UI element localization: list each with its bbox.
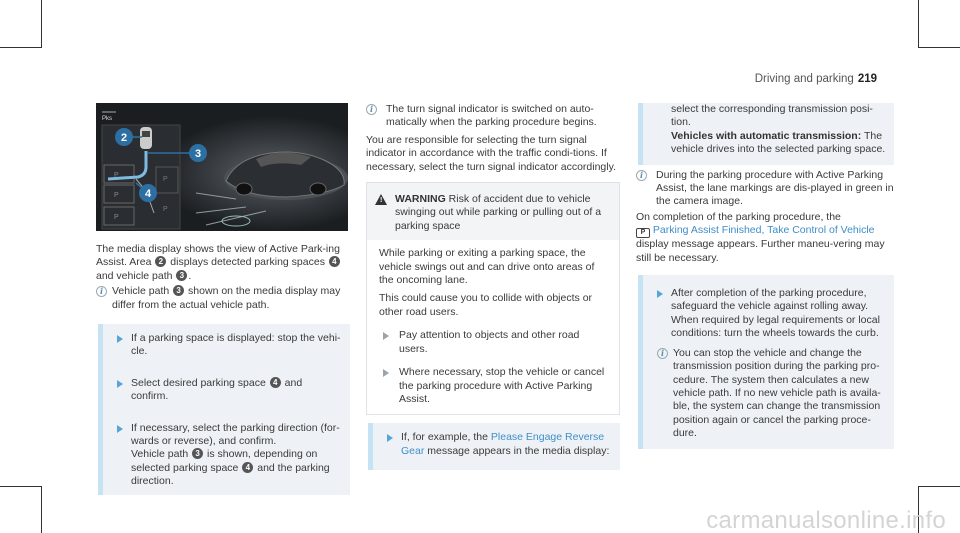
slot-letter: P [114,172,119,179]
play-arrow-icon [657,290,663,298]
intro-paragraph: The media display shows the view of Active Park-ing Assist. Area 2 displays detected parking spaces 4 and vehicle path 3 . [96,243,340,282]
warning-step: Where necessary, stop the vehicle or cancel the parking procedure with Active Parking Assist. [379,366,609,406]
step-item: Select desired parking space 4 and confirm. [98,365,350,410]
slot-letter: P [114,214,119,221]
callout-number: 2 [120,132,128,144]
warning-step: Pay attention to objects and other road users. [379,329,609,356]
page-header [755,73,877,86]
play-arrow-icon [383,332,389,340]
slot-letter: P [114,192,119,199]
callout-number: 3 [194,148,202,160]
crop-mark [918,486,960,487]
crop-mark [0,486,42,487]
warning-header: ! WARNING Risk of accident due to vehicle swinging out while parking or pulling out of a parking space [367,183,619,240]
callout-badge: 4 [270,377,281,388]
parking-assist-figure [96,103,348,231]
step-continuation: select the corresponding transmission posi-tion. Vehicles with automatic transmission: The vehicle drives into the selected parking space. [638,103,894,165]
crop-mark [41,0,42,48]
callout-badge: 2 [155,256,166,267]
callout-badge: 4 [242,462,253,473]
info-icon: i [366,104,377,115]
section-title: Driving and parking [754,73,854,85]
body-paragraph: On completion of the parking procedure, the P Parking Assist Finished, Take Control of Vehicle display message appears. Further maneu-vering may still be necessary. [636,210,885,264]
step-item: If necessary, select the parking direction (for-wards or reverse), and confirm. Vehicle path 3 is shown, depending on selected parking space 4 and the parking direction. [98,410,350,495]
screen-label: Pks [102,116,113,122]
crop-mark [0,47,42,48]
warning-box [366,182,620,415]
info-note: i Vehicle path 3 shown on the media display may differ from the actual vehicle path. [96,285,350,312]
column-1 [96,243,350,495]
info-note: i During the parking procedure with Active Parking Assist, the lane markings are dis-played in green in the camera image. [636,169,894,209]
play-arrow-icon [383,369,389,377]
page-number: 219 [857,73,877,85]
parking-display-illustration [96,103,348,231]
callout-badge: 3 [176,270,187,281]
step-item: After completion of the parking procedure, safeguard the vehicle against rolling away. When required by legal requirements or local conditions: turn the wheels towards the curb. i You can stop the vehicle and change the transmission position during the parking pro-cedure. The system then calculates a new vehicle path. If no new vehicle path is availa-ble, the system can change the transmission position again or cancel the parking proce-dure. [638,275,894,448]
warning-label: WARNING [395,193,446,206]
info-icon: i [657,348,668,359]
crop-mark [918,47,960,48]
callout-badge: 4 [329,256,340,267]
bold-label: Vehicles with automatic transmission: [671,129,862,142]
warning-body [367,240,619,414]
slot-letter: P [163,176,168,183]
info-note: i You can stop the vehicle and change the transmission position during the parking pro-cedure. The system then calculates a new vehicle path. If no new vehicle path is availa-ble, the system can change the transmission position again or cancel the parking proce-dure. [657,347,886,441]
step-item: If, for example, the Please Engage Reverse Gear message appears in the media display: [368,423,620,470]
info-icon: i [636,170,647,181]
warning-title: Risk of accident due to vehicle swinging out while parking or pulling out of a parking space [395,193,602,232]
watermark: carmanualsonline.info [706,506,946,533]
info-note: i The turn signal indicator is switched on auto-matically when the parking procedure begins. [366,103,620,130]
crop-mark [918,0,919,48]
info-icon: i [96,286,107,297]
step-item: If a parking space is displayed: stop the vehi-cle. [98,324,350,365]
column-3 [636,103,894,449]
play-arrow-icon [117,425,123,433]
display-message: Please Engage Reverse Gear [401,431,605,457]
play-arrow-icon [117,380,123,388]
slot-letter: P [163,206,168,213]
warning-text: While parking or exiting a parking space, the vehicle swings out and can drive onto areas of the oncoming lane. [379,247,595,287]
display-message: Parking Assist Finished, Take Control of Vehicle [652,224,875,237]
column-2 [366,103,620,470]
crop-mark [41,486,42,533]
parking-assist-icon: P [636,228,650,238]
callout-number: 4 [144,188,152,200]
play-arrow-icon [387,434,393,442]
warning-text: This could cause you to collide with objects or other road users. [379,292,593,318]
callout-badge: 3 [192,448,203,459]
callout-badge: 3 [173,285,184,296]
play-arrow-icon [117,335,123,343]
body-paragraph: You are responsible for selecting the turn signal indicator in accordance with the traffic condi-tions. If necessary, select the turn signal indicator accordingly. [366,133,616,173]
